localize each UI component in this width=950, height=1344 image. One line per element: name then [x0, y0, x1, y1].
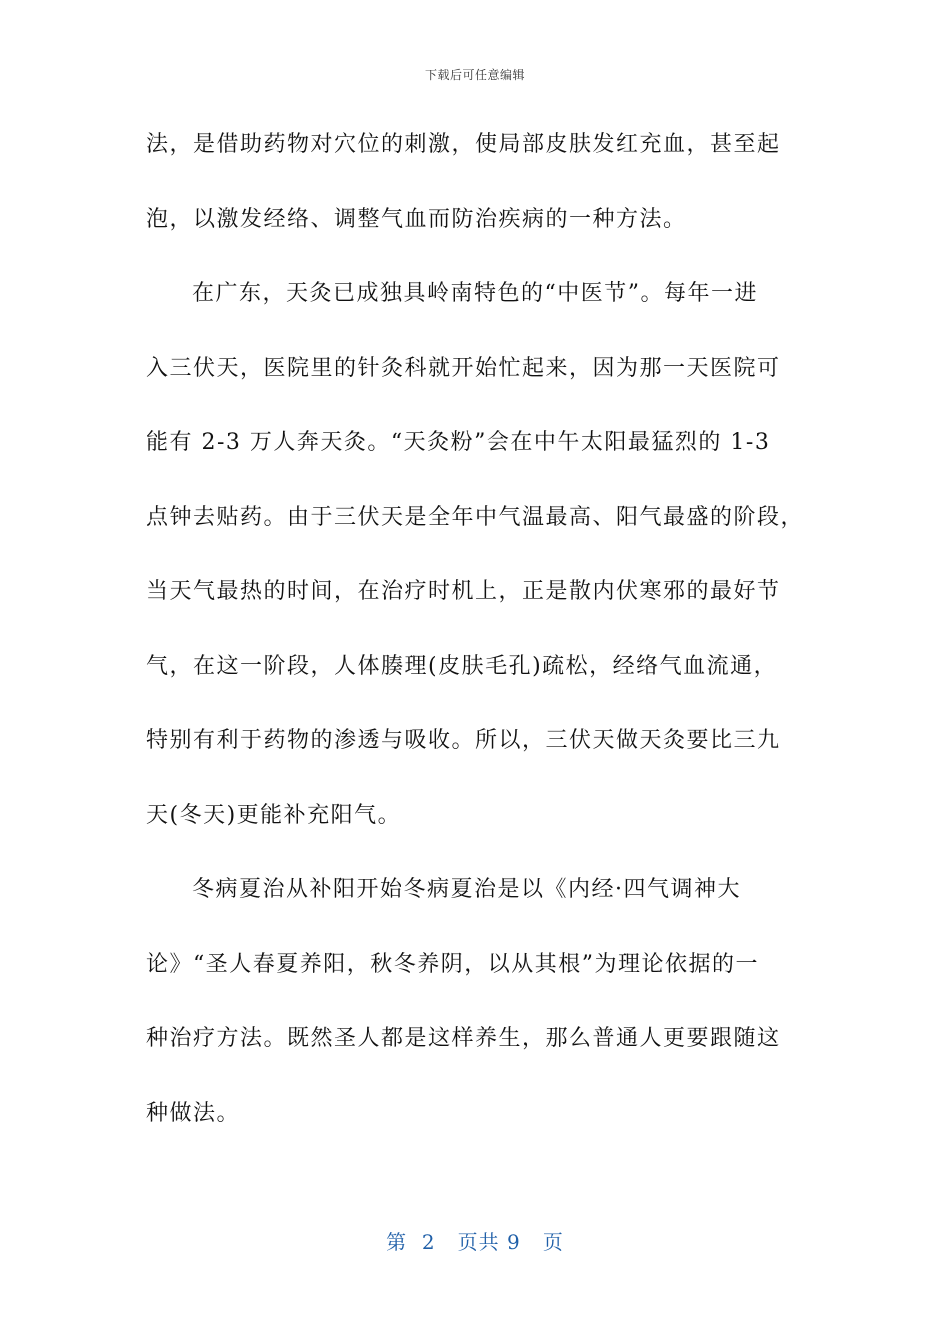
text-line: 能有 2-3 万人奔天灸。“天灸粉”会在中午太阳最猛烈的 1-3: [146, 430, 771, 455]
page-header: 下载后可任意编辑: [424, 68, 525, 82]
text-line: 特别有利于药物的渗透与吸收。所以，三伏天做天灸要比三九: [146, 728, 781, 753]
text-line: 点钟去贴药。由于三伏天是全年中气温最高、阳气最盛的阶段，: [146, 504, 805, 530]
paragraph-start-line: 冬病夏治从补阳开始冬病夏治是以《内经·四气调神大: [192, 877, 741, 902]
text-line: 种治疗方法。既然圣人都是这样养生，那么普通人更要跟随这: [146, 1026, 781, 1051]
text-line: 种做法。: [146, 1100, 241, 1126]
page-footer: 第 2 页共 9 页: [386, 1230, 564, 1254]
text-line: 入三伏天，医院里的针灸科就开始忙起来，因为那一天医院可: [146, 355, 781, 381]
text-line: 法，是借助药物对穴位的刺激，使局部皮肤发红充血，甚至起: [146, 132, 781, 157]
text-line: 泡，以激发经络、调整气血而防治疾病的一种方法。: [146, 206, 687, 232]
text-line: 论》“圣人春夏养阳，秋冬养阴，以从其根”为理论依据的一: [146, 951, 759, 977]
text-line: 天(冬天)更能补充阳气。: [146, 802, 402, 828]
text-line: 当天气最热的时间，在治疗时机上，正是散内伏寒邪的最好节: [146, 579, 781, 604]
text-line: 气，在这一阶段，人体腠理(皮肤毛孔)疏松，经络气血流通，: [146, 653, 778, 679]
body-text: [146, 108, 806, 1151]
paragraph-start-line: 在广东，天灸已成独具岭南特色的“中医节”。每年一进: [192, 281, 758, 306]
